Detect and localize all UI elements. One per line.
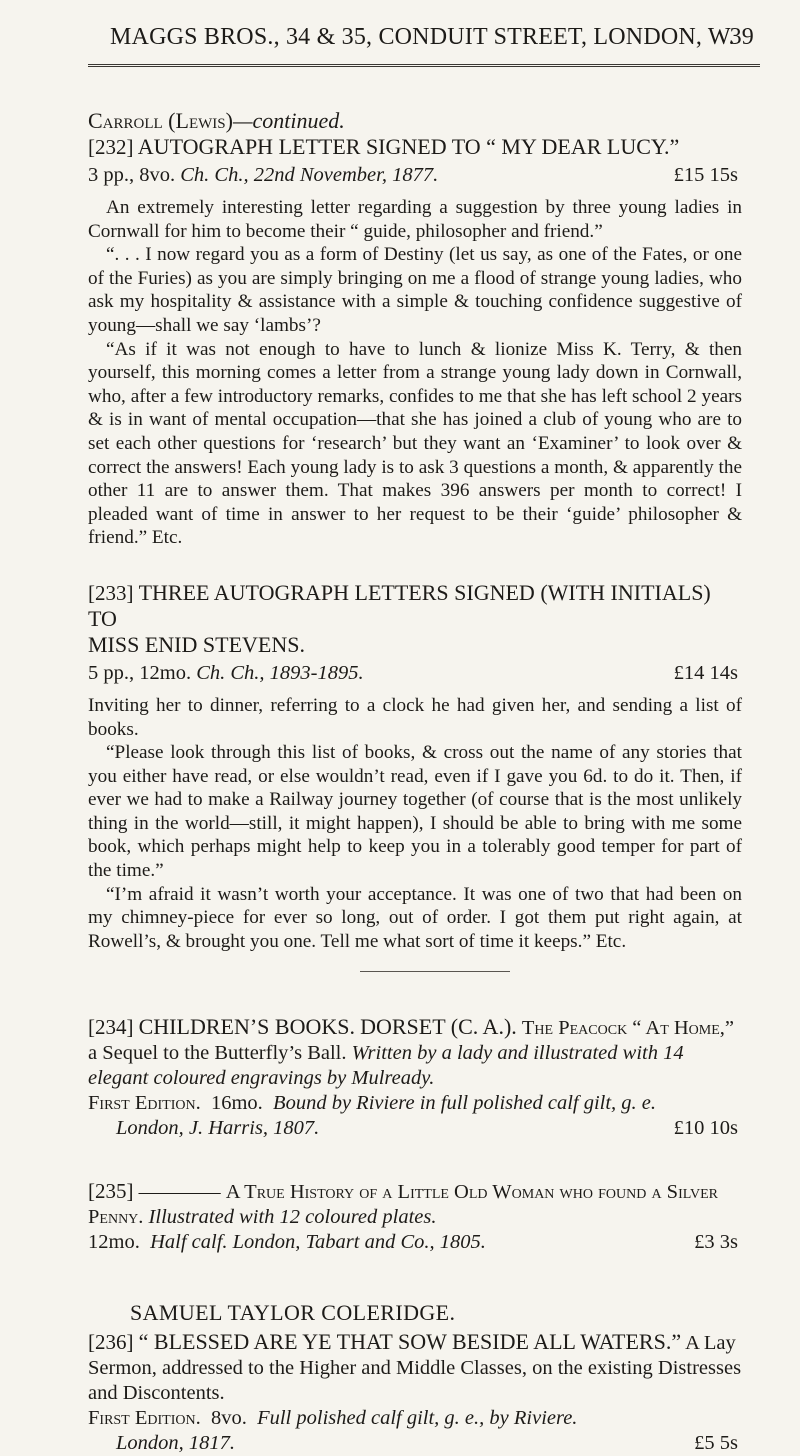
lot-imprint-line bbox=[88, 1230, 742, 1255]
running-head bbox=[110, 16, 754, 56]
running-head-text: MAGGS BROS., 34 & 35, CONDUIT STREET, LONDON, W. bbox=[110, 24, 735, 50]
lot-number: [235] bbox=[88, 1179, 134, 1204]
lot-binding: Bound by Riviere in full polished calf gilt, g. e. bbox=[273, 1092, 657, 1115]
lot-price: £5 5s bbox=[694, 1432, 738, 1455]
catalogue-content bbox=[88, 108, 742, 1456]
lot-price: £15 15s bbox=[673, 164, 738, 186]
lot-format: 16mo. bbox=[210, 1092, 263, 1115]
lot-format: 5 pp., 12mo. bbox=[88, 661, 192, 684]
lot-paragraph: “As if it was not enough to have to lunch & lionize Miss K. Terry, & then yourself, this morning comes a letter from a strange young lady down in Cornwall, who, after a few introductory remarks, confides to me that she has left school 2 years & is in want of mental occupation—that she has joined a club of young who are to set each other questions for ‘research’ but they want an ‘Examiner’ to look over & correct the answers! Each young lady is to ask 3 questions a month, & apparently the other 11 are to answer them. That makes 396 answers per month to correct! I pleaded want of time in answer to her request to be their ‘guide’ philosopher & friend.” Etc. bbox=[88, 338, 742, 549]
lot-title-text: “ BLESSED ARE YE THAT SOW BESIDE ALL WATERS.” bbox=[138, 1329, 682, 1355]
lot-title bbox=[88, 134, 742, 160]
lot-number: [233] bbox=[88, 580, 134, 605]
lot-233 bbox=[88, 580, 742, 954]
lot-edition-line bbox=[88, 1406, 742, 1431]
lot-title-text: AUTOGRAPH LETTER SIGNED TO “ MY DEAR LUCY.” bbox=[137, 134, 680, 159]
lot-format: 3 pp., 8vo. bbox=[88, 164, 176, 186]
lot-date: Ch. Ch., 1893-1895. bbox=[196, 661, 364, 684]
continued-label: —continued. bbox=[232, 108, 345, 133]
lot-meta bbox=[88, 661, 742, 686]
lot-paragraph: “Please look through this list of books, & cross out the name of any stories that you either have read, or else wouldn’t read, even if I gave you 6d. to do it. Then, if ever we had to make a Railway journey together (of course that is the most unlikely thing in the world—still, it might happen), I should be able to bring with me some book, which perhaps might help to keep you in a tolerably good temper for part of the time.” bbox=[88, 742, 742, 882]
header-rule bbox=[88, 64, 760, 67]
lot-category: CHILDREN’S BOOKS. bbox=[138, 1014, 355, 1040]
lot-title-text: The Peacock “ At Home,” bbox=[521, 1017, 735, 1040]
lot-binding: Full polished calf gilt, g. e., by Riviere. bbox=[257, 1407, 578, 1430]
lot-heading bbox=[88, 1179, 742, 1230]
lot-heading bbox=[88, 1014, 742, 1091]
section-heading-coleridge: SAMUEL TAYLOR COLERIDGE. bbox=[130, 1300, 456, 1326]
lot-number: [234] bbox=[88, 1015, 134, 1040]
lot-title-text: A True History of a Little Old Woman who found a Silver Penny. bbox=[88, 1181, 719, 1229]
lot-imprint: Half calf. London, Tabart and Co., 1805. bbox=[150, 1231, 486, 1254]
lot-description: a Sequel to the Butterfly’s Ball. bbox=[88, 1042, 347, 1065]
lot-paragraph: “. . . I now regard you as a form of Destiny (let us say, as one of the Fates, or one of the Furies) as you are simply bringing on me a flood of strange young ladies, who ask my hospitality & assistance with a simple & touching confidence suggestive of young—shall we say ‘lambs’? bbox=[88, 244, 742, 336]
lot-title bbox=[88, 580, 742, 658]
lot-price: £3 3s bbox=[694, 1231, 738, 1254]
lot-paragraph: Inviting her to dinner, referring to a clock he had given her, and sending a list of books. bbox=[88, 694, 742, 740]
section-heading-carroll bbox=[88, 108, 742, 134]
lot-edition-line bbox=[88, 1091, 742, 1116]
lot-imprint-line bbox=[88, 1116, 742, 1141]
lot-title-text: THREE AUTOGRAPH LETTERS SIGNED (WITH INITIALS) TO bbox=[88, 579, 711, 631]
lot-format: 8vo. bbox=[210, 1407, 247, 1430]
lot-235 bbox=[88, 1179, 742, 1255]
lot-232 bbox=[88, 134, 742, 550]
author-name: Carroll (Lewis) bbox=[88, 108, 233, 133]
lot-title-text-2: MISS ENID STEVENS. bbox=[88, 631, 305, 657]
lot-imprint: London, 1817. bbox=[116, 1432, 236, 1455]
lot-number: [236] bbox=[88, 1330, 134, 1355]
ditto-dash: ———— bbox=[138, 1181, 221, 1204]
lot-price: £14 14s bbox=[673, 661, 738, 684]
lot-236 bbox=[88, 1329, 742, 1456]
lot-heading bbox=[88, 1329, 742, 1406]
lot-author: DORSET (C. A.). bbox=[360, 1014, 517, 1040]
lot-imprint-line bbox=[88, 1431, 742, 1456]
lot-illustration-note: Written by a lady and illustrated with 14 elegant coloured engravings by Mulready. bbox=[88, 1042, 684, 1090]
lot-edition: First Edition. bbox=[88, 1407, 201, 1430]
lot-paragraph: “I’m afraid it wasn’t worth your acceptance. It was one of two that had been on my chimney-piece for ever so long, out of order. I got them put right again, at Rowell’s, & brought you one. Tell me what sort of time it keeps.” Etc. bbox=[88, 883, 742, 952]
lot-234 bbox=[88, 1014, 742, 1141]
lot-paragraph: An extremely interesting letter regarding a suggestion by three young ladies in Cornwall for him to become their “ guide, philosopher and friend.” bbox=[88, 197, 742, 242]
lot-format: 12mo. bbox=[88, 1231, 140, 1254]
lot-number: [232] bbox=[88, 135, 134, 159]
lot-price: £10 10s bbox=[673, 1117, 738, 1140]
lot-illustration-note: Illustrated with 12 coloured plates. bbox=[148, 1206, 437, 1229]
lot-edition: First Edition. bbox=[88, 1092, 201, 1115]
lot-imprint: London, J. Harris, 1807. bbox=[116, 1117, 320, 1140]
lot-date: Ch. Ch., 22nd November, 1877. bbox=[180, 164, 439, 186]
lot-meta bbox=[88, 163, 742, 188]
page-number: 39 bbox=[729, 24, 754, 50]
lot-description: A Lay Sermon, addressed to the Higher and Middle Classes, on the existing Distresses and Discontents. bbox=[88, 1332, 742, 1405]
